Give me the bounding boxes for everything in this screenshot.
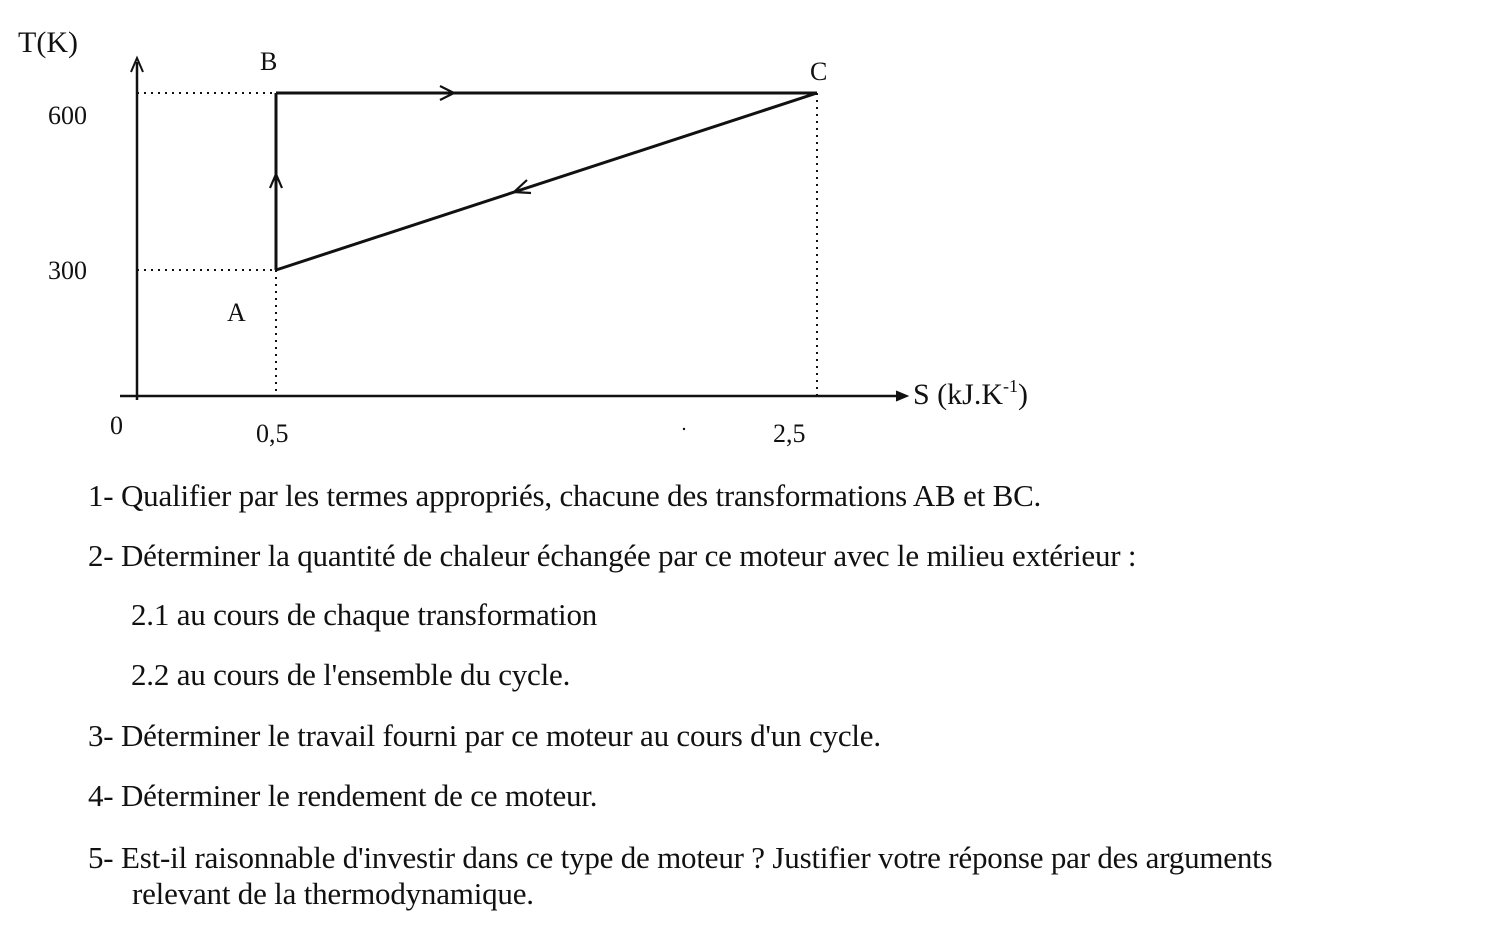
x-axis-arrowhead — [896, 391, 908, 401]
question-2-2 — [131, 657, 570, 693]
question-2-1 — [131, 597, 597, 633]
y-axis-label: T(K) — [18, 26, 78, 59]
question-2-text: Déterminer la quantité de chaleur échangée par ce moteur avec le milieu extérieur : — [121, 538, 1137, 573]
question-2-1-text: au cours de chaque transformation — [176, 597, 598, 632]
x-axis-label — [913, 376, 1028, 411]
tick-2-5: 2,5 — [773, 419, 806, 448]
tick-300: 300 — [48, 256, 87, 285]
question-2-1-number: 2.1 — [131, 597, 170, 632]
point-label-c: C — [810, 57, 828, 86]
segment-ca — [276, 93, 817, 270]
question-1 — [88, 478, 1041, 514]
x-axis-label-end: ) — [1018, 378, 1029, 411]
question-5-number: 5- — [88, 840, 114, 875]
point-label-b: B — [260, 47, 278, 76]
x-axis-label-main: S (kJ.K — [913, 378, 1004, 411]
question-3-text: Déterminer le travail fourni par ce moteur au cours d'un cycle. — [121, 718, 881, 753]
point-label-a: A — [227, 298, 246, 327]
question-3 — [88, 718, 881, 754]
question-2-2-text: au cours de l'ensemble du cycle. — [176, 657, 571, 692]
question-4 — [88, 778, 597, 814]
question-5 — [88, 840, 1498, 912]
question-4-text: Déterminer le rendement de ce moteur. — [121, 778, 598, 813]
question-5-text: Est-il raisonnable d'investir dans ce type de moteur ? Justifier votre réponse par des arguments — [121, 840, 1273, 875]
question-2-2-number: 2.2 — [131, 657, 170, 692]
origin-label: 0 — [110, 411, 123, 440]
tick-600: 600 — [48, 101, 87, 130]
question-3-number: 3- — [88, 718, 114, 753]
question-2-number: 2- — [88, 538, 114, 573]
question-4-number: 4- — [88, 778, 114, 813]
question-2 — [88, 538, 1136, 574]
stray-dot — [683, 428, 685, 430]
x-axis-label-sup: -1 — [1003, 376, 1019, 396]
question-1-text: Qualifier par les termes appropriés, chacune des transformations AB et BC. — [121, 478, 1042, 513]
question-1-number: 1- — [88, 478, 114, 513]
tick-0-5: 0,5 — [256, 419, 289, 448]
ts-diagram — [0, 0, 1506, 460]
question-5-continuation: relevant de la thermodynamique. — [132, 876, 534, 911]
